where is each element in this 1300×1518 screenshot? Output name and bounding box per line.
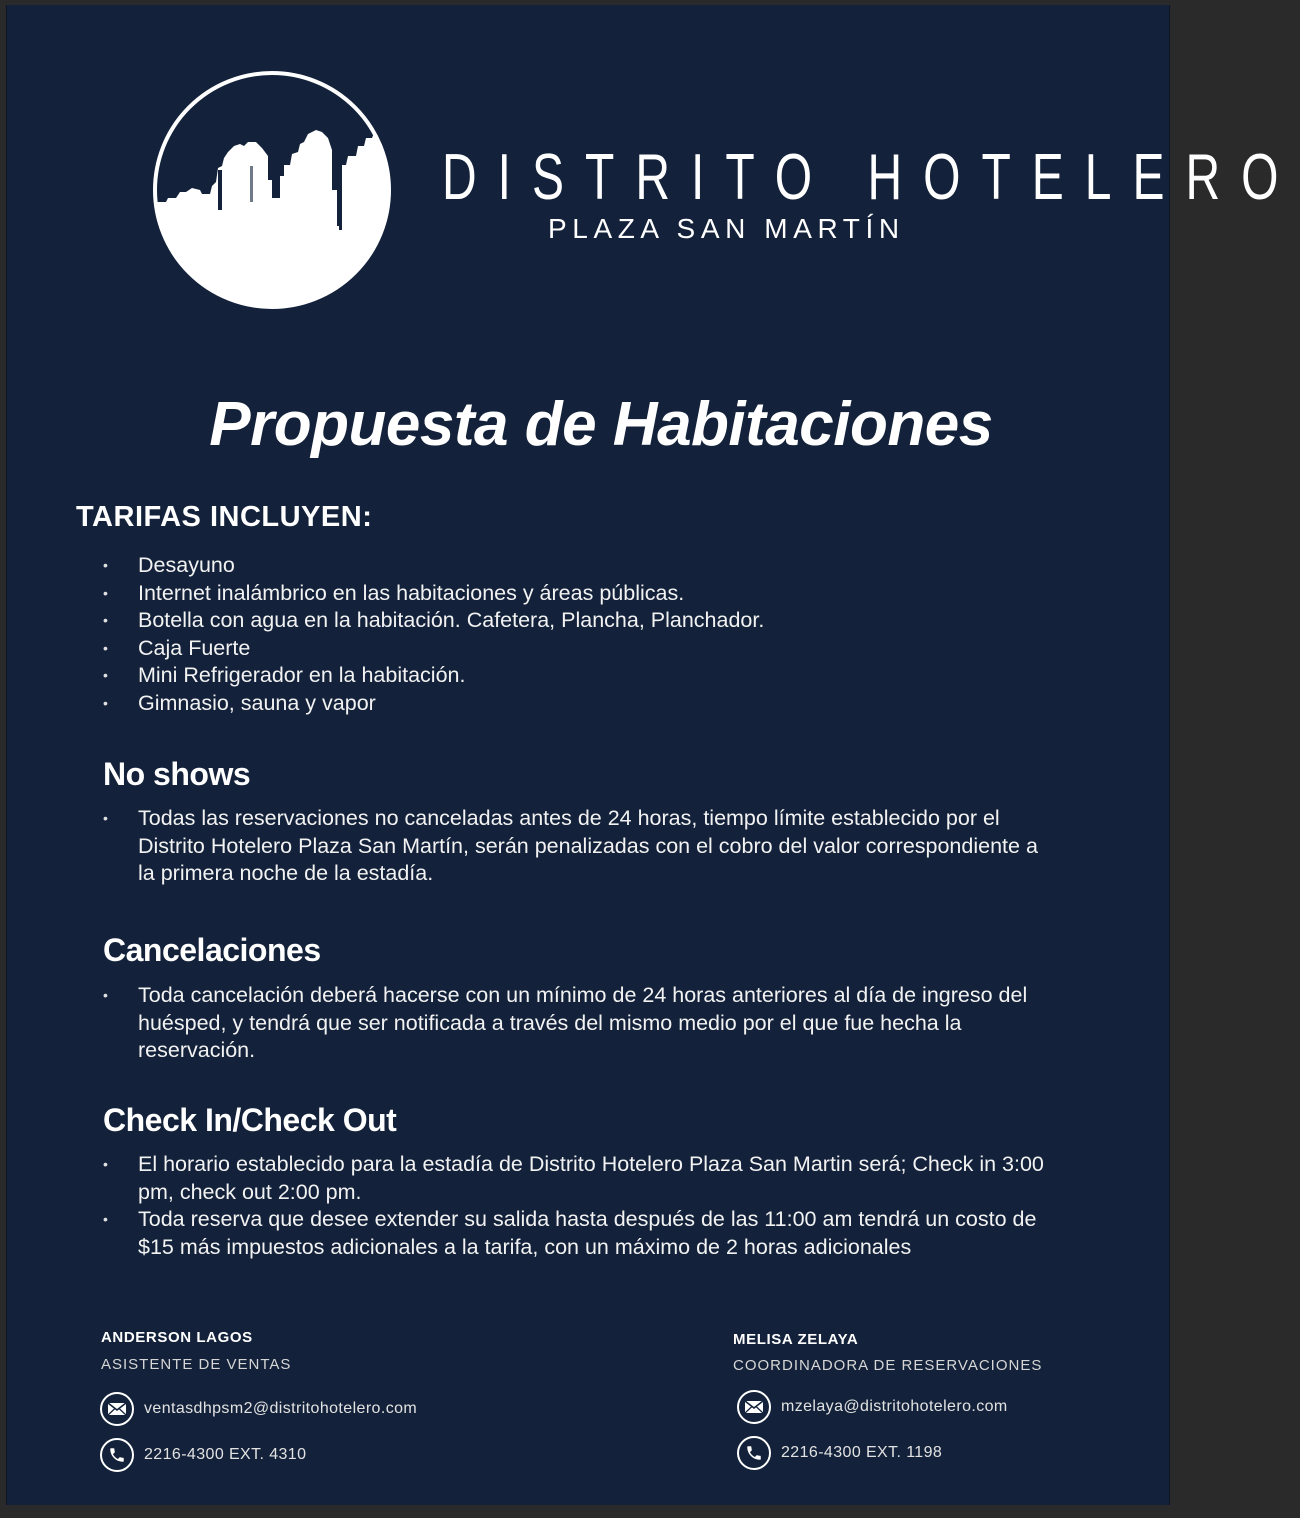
envelope-icon (737, 1390, 771, 1424)
contact-email[interactable]: mzelaya@distritohotelero.com (781, 1398, 1008, 1415)
contact-name: MELISA ZELAYA (733, 1331, 859, 1348)
document-title: Propuesta de Habitaciones (209, 390, 993, 459)
cancelaciones-heading: Cancelaciones (103, 932, 321, 968)
brand-subtitle: PLAZA SAN MARTÍN (548, 213, 905, 244)
contact-phone-row[interactable] (100, 1438, 306, 1472)
no-shows-list (103, 805, 1053, 888)
tarifas-list (103, 552, 1093, 717)
list-item: • Botella con agua en la habitación. Cafetera, Plancha, Planchador. (103, 607, 1093, 635)
tarifas-heading: TARIFAS INCLUYEN: (76, 501, 373, 533)
checkin-list (103, 1151, 1053, 1261)
list-item: • Gimnasio, sauna y vapor (103, 690, 1093, 718)
phone-icon (737, 1436, 771, 1470)
contact-email-row[interactable] (100, 1392, 417, 1426)
contact-phone: 2216-4300 EXT. 1198 (781, 1444, 943, 1461)
list-item: • Caja Fuerte (103, 635, 1093, 663)
contact-email-row[interactable] (737, 1390, 1008, 1424)
checkin-heading: Check In/Check Out (103, 1102, 397, 1138)
contact-phone: 2216-4300 EXT. 4310 (144, 1446, 307, 1463)
list-item: • Toda cancelación deberá hacerse con un mínimo de 24 horas anteriores al día de ingreso del huésped, y tendrá que ser notificada a través del mismo medio por el que fue hecha la reservación. (103, 982, 1063, 1065)
brand-title: DISTRITO HOTELERO (442, 142, 1300, 214)
list-item: • Internet inalámbrico en las habitaciones y áreas públicas. (103, 580, 1093, 608)
list-item: • Todas las reservaciones no canceladas antes de 24 horas, tiempo límite establecido por el Distrito Hotelero Plaza San Martín, serán penalizadas con el cobro del valor correspondiente a la primera noche de la estadía. (103, 805, 1053, 888)
contact-phone-row[interactable] (737, 1436, 942, 1470)
document-page (6, 5, 1300, 1505)
list-item: • El horario establecido para la estadía de Distrito Hotelero Plaza San Martin será; Check in 3:00 pm, check out 2:00 pm. (103, 1151, 1053, 1206)
list-item: • Desayuno (103, 552, 1093, 580)
envelope-icon (100, 1392, 134, 1426)
cancelaciones-list (103, 982, 1063, 1065)
contact-name: ANDERSON LAGOS (101, 1329, 253, 1346)
contact-email[interactable]: ventasdhpsm2@distritohotelero.com (144, 1400, 418, 1417)
no-shows-heading: No shows (103, 756, 251, 792)
contact-role: COORDINADORA DE RESERVACIONES (733, 1357, 1043, 1374)
phone-icon (100, 1438, 134, 1472)
list-item: • Toda reserva que desee extender su salida hasta después de las 11:00 am tendrá un costo de $15 más impuestos adicionales a la tarifa, con un máximo de 2 horas adicionales (103, 1206, 1053, 1261)
list-item: • Mini Refrigerador en la habitación. (103, 662, 1093, 690)
city-skyline-circle-icon (152, 70, 392, 310)
contact-role: ASISTENTE DE VENTAS (101, 1356, 292, 1373)
